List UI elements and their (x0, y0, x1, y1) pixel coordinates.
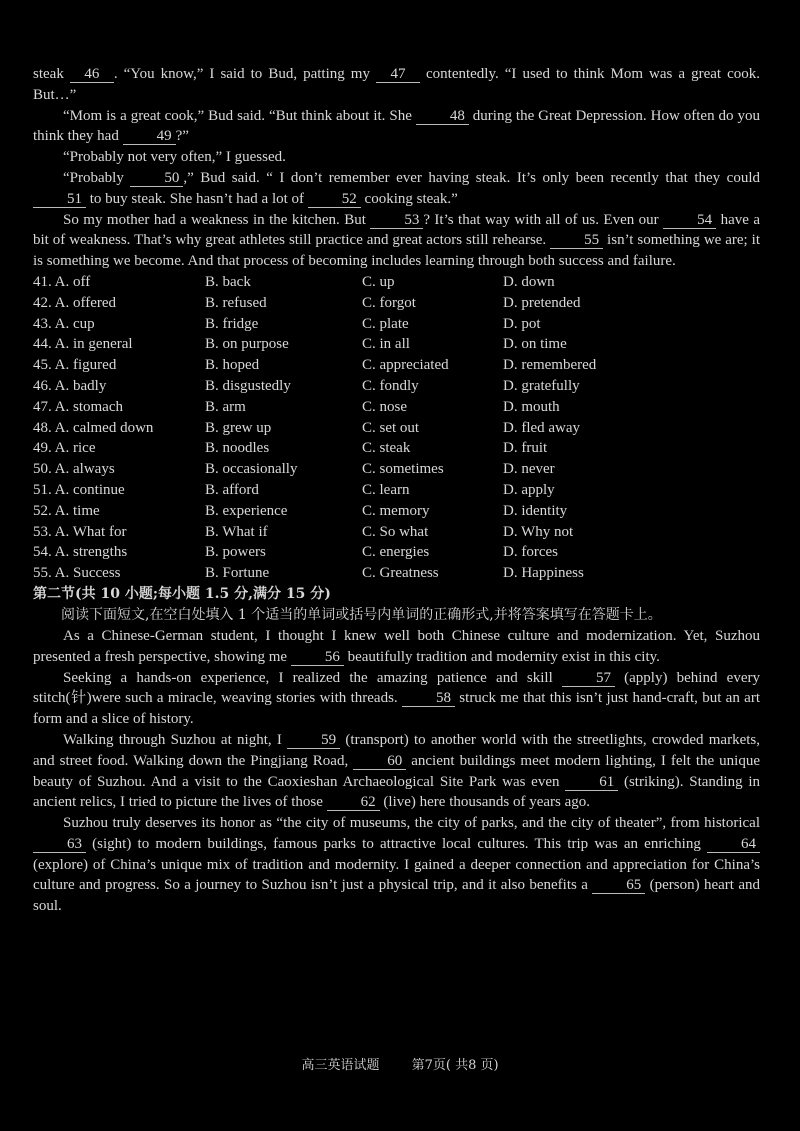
option: D. on time (503, 336, 567, 353)
footer-subject: 高三英语试题 (301, 1058, 380, 1073)
option: D. Happiness (503, 565, 584, 582)
text-run: . “You know,” I said to Bud, patting my (113, 66, 376, 82)
text-run: steak (33, 66, 70, 82)
answer-blank: 60 (353, 754, 406, 770)
option: B. afford (205, 481, 259, 498)
answer-blank: 58 (402, 691, 455, 707)
answer-blank: 50 (130, 171, 183, 187)
option: 46. A. badly (33, 377, 107, 394)
question-options (33, 438, 760, 459)
option: D. pot (503, 315, 541, 332)
option: D. never (503, 461, 555, 478)
option: B. experience (205, 502, 288, 519)
answer-blank: 51 (33, 192, 86, 208)
option: 52. A. time (33, 502, 100, 519)
option: 47. A. stomach (33, 398, 123, 415)
text-run: beautifully tradition and modernity exist in this city. (343, 648, 660, 665)
section-heading: 第二节(共 10 小题;每小题 1.5 分,满分 15 分) (33, 585, 331, 602)
text-run: “Probably (63, 169, 131, 186)
option: D. forces (503, 544, 558, 561)
option: 48. A. calmed down (33, 419, 154, 436)
text-run: (person) heart and soul. (33, 877, 760, 915)
question-options (33, 522, 760, 543)
exam-page (33, 64, 760, 917)
option: B. noodles (205, 440, 270, 457)
page-footer (0, 1054, 800, 1073)
answer-blank: 62 (327, 795, 380, 811)
answer-blank: 61 (565, 775, 618, 791)
option: D. Why not (503, 523, 574, 540)
text-run: As a Chinese-German student, I thought I knew well both Chinese culture and modernization. Yet, Suzhou presented a fresh perspective, showing me (33, 627, 760, 665)
text-run: have a bit of weakness. That’s why great athletes still practice and great actors still rehearse. (33, 211, 760, 249)
paragraph (33, 210, 760, 272)
answer-blank: 63 (33, 837, 86, 853)
option: D. fled away (503, 419, 581, 436)
option: 45. A. figured (33, 357, 117, 374)
question-options (33, 542, 760, 563)
text-run: (sight) to modern buildings, famous parks to attractive local cultures. This trip was an enriching (86, 835, 707, 852)
option: B. arm (205, 398, 246, 415)
option: C. learn (362, 481, 410, 498)
answer-blank: 57 (562, 671, 615, 687)
section-instruction: 阅读下面短文,在空白处填入 1 个适当的单词或括号内单词的正确形式,并将答案填写在答题卡上。 (61, 606, 662, 623)
paragraph (33, 168, 760, 210)
question-options (33, 376, 760, 397)
text-run: cooking steak.” (360, 190, 458, 207)
paragraph (33, 813, 760, 917)
option: B. grew up (205, 419, 272, 436)
text-run: (explore) of China’s unique mix of tradition and modernity. I gained a deeper connection and appreciation for China’s culture and progress. So a journey to Suzhou isn’t just a physical trip, and it also benefits a (33, 856, 760, 894)
text-run: Seeking a hands-on experience, I realized the amazing patience and skill (63, 669, 562, 686)
paragraph (33, 106, 760, 148)
answer-blank: 47 (376, 67, 420, 83)
option: 49. A. rice (33, 440, 96, 457)
option: C. set out (362, 419, 420, 436)
option: C. steak (362, 440, 411, 457)
option: 44. A. in general (33, 336, 133, 353)
question-options (33, 563, 760, 584)
option: B. What if (205, 523, 268, 540)
option: C. memory (362, 502, 430, 519)
option: D. identity (503, 502, 568, 519)
text-run: isn’t something we are; it is something we become. And that process of becoming includes learning through both success and failure. (33, 232, 760, 270)
text-run: ,” Bud said. “ I don’t remember ever having steak. It’s only been recently that they could (183, 169, 760, 186)
option: 50. A. always (33, 461, 115, 478)
option: D. pretended (503, 294, 581, 311)
option: C. nose (362, 398, 407, 415)
question-options (33, 355, 760, 376)
option: C. in all (362, 336, 410, 353)
question-options (33, 272, 760, 293)
option: B. back (205, 273, 251, 290)
answer-blank: 46 (70, 67, 114, 83)
text-run: “Mom is a great cook,” Bud said. “But think about it. She (63, 107, 416, 124)
option: D. down (503, 273, 555, 290)
text-run: ?” (175, 128, 189, 145)
option: C. appreciated (362, 357, 449, 374)
question-options (33, 459, 760, 480)
paragraph (33, 626, 760, 668)
answer-blank: 52 (308, 192, 361, 208)
option: C. forgot (362, 294, 416, 311)
option: B. hoped (205, 357, 260, 374)
option: C. energies (362, 544, 430, 561)
text-run: contentedly. “I used to think Mom was a great cook. But…” (33, 66, 760, 103)
option: 53. A. What for (33, 523, 127, 540)
answer-blank: 48 (416, 109, 469, 125)
option: D. remembered (503, 357, 597, 374)
text-run: Suzhou truly deserves its honor as “the city of museums, the city of parks, and the city of theater”, from historical (63, 815, 760, 832)
text-run: (apply) behind every stitch(针)were such a miracle, weaving stories with threads. (33, 669, 760, 707)
option: C. fondly (362, 377, 419, 394)
option: 42. A. offered (33, 294, 117, 311)
text-run: ancient buildings meet modern lighting, I felt the unique beauty of Suzhou. And a visit to the Caoxieshan Archaeological Site Park was even (33, 752, 761, 790)
option: C. up (362, 273, 395, 290)
option: C. sometimes (362, 461, 444, 478)
answer-blank: 54 (663, 213, 716, 229)
question-options (33, 293, 760, 314)
answer-blank: 59 (287, 733, 340, 749)
option: B. occasionally (205, 461, 298, 478)
text-run: struck me that this isn’t just hand-craft, but an art form and a slice of history. (33, 690, 760, 728)
text-run: ? It’s that way with all of us. Even our (423, 211, 664, 228)
answer-blank: 49 (123, 129, 176, 145)
question-options (33, 418, 760, 439)
text-run: to buy steak. She hasn’t had a lot of (86, 190, 308, 207)
option: D. apply (503, 481, 555, 498)
option: 41. A. off (33, 273, 91, 290)
cloze-passage (33, 64, 760, 272)
answer-blank: 53 (370, 213, 423, 229)
text-run: So my mother had a weakness in the kitchen. But (63, 211, 371, 228)
text-run: (striking). Standing in ancient relics, I tried to picture the lives of those (33, 773, 760, 811)
option: 43. A. cup (33, 315, 95, 332)
text-run: during the Great Depression. How often do you think they had (33, 107, 760, 145)
option: B. refused (205, 294, 267, 311)
answer-blank: 65 (592, 878, 645, 894)
option: B. fridge (205, 315, 259, 332)
option: B. on purpose (205, 336, 289, 353)
option: C. plate (362, 315, 409, 332)
paragraph (33, 64, 760, 106)
option: D. fruit (503, 440, 548, 457)
answer-blank: 56 (291, 650, 344, 666)
question-options (33, 501, 760, 522)
option: 55. A. Success (33, 565, 121, 582)
paragraph (33, 730, 760, 813)
option: D. gratefully (503, 377, 580, 394)
footer-page-number: 第7页( 共8 页) (411, 1058, 499, 1073)
question-options (33, 397, 760, 418)
text-run: “Probably not very often,” I guessed. (63, 149, 286, 166)
answer-blank: 55 (550, 233, 603, 249)
option: B. disgustedly (205, 377, 291, 394)
option: 51. A. continue (33, 481, 125, 498)
option: B. Fortune (205, 565, 270, 582)
question-options (33, 314, 760, 335)
question-options (33, 334, 760, 355)
options-list (33, 272, 760, 584)
option: 54. A. strengths (33, 544, 128, 561)
option: C. Greatness (362, 565, 439, 582)
text-run: Walking through Suzhou at night, I (63, 731, 288, 748)
answer-blank: 64 (707, 837, 760, 853)
option: D. mouth (503, 398, 560, 415)
text-run: (live) here thousands of years ago. (379, 794, 591, 811)
option: C. So what (362, 523, 429, 540)
paragraph (33, 668, 760, 730)
option: B. powers (205, 544, 266, 561)
paragraph (33, 147, 760, 168)
question-options (33, 480, 760, 501)
grammar-fill-passage (33, 626, 760, 917)
text-run: (transport) to another world with the streetlights, crowded markets, and street food. Walking down the Pingjiang Road, (33, 731, 760, 769)
